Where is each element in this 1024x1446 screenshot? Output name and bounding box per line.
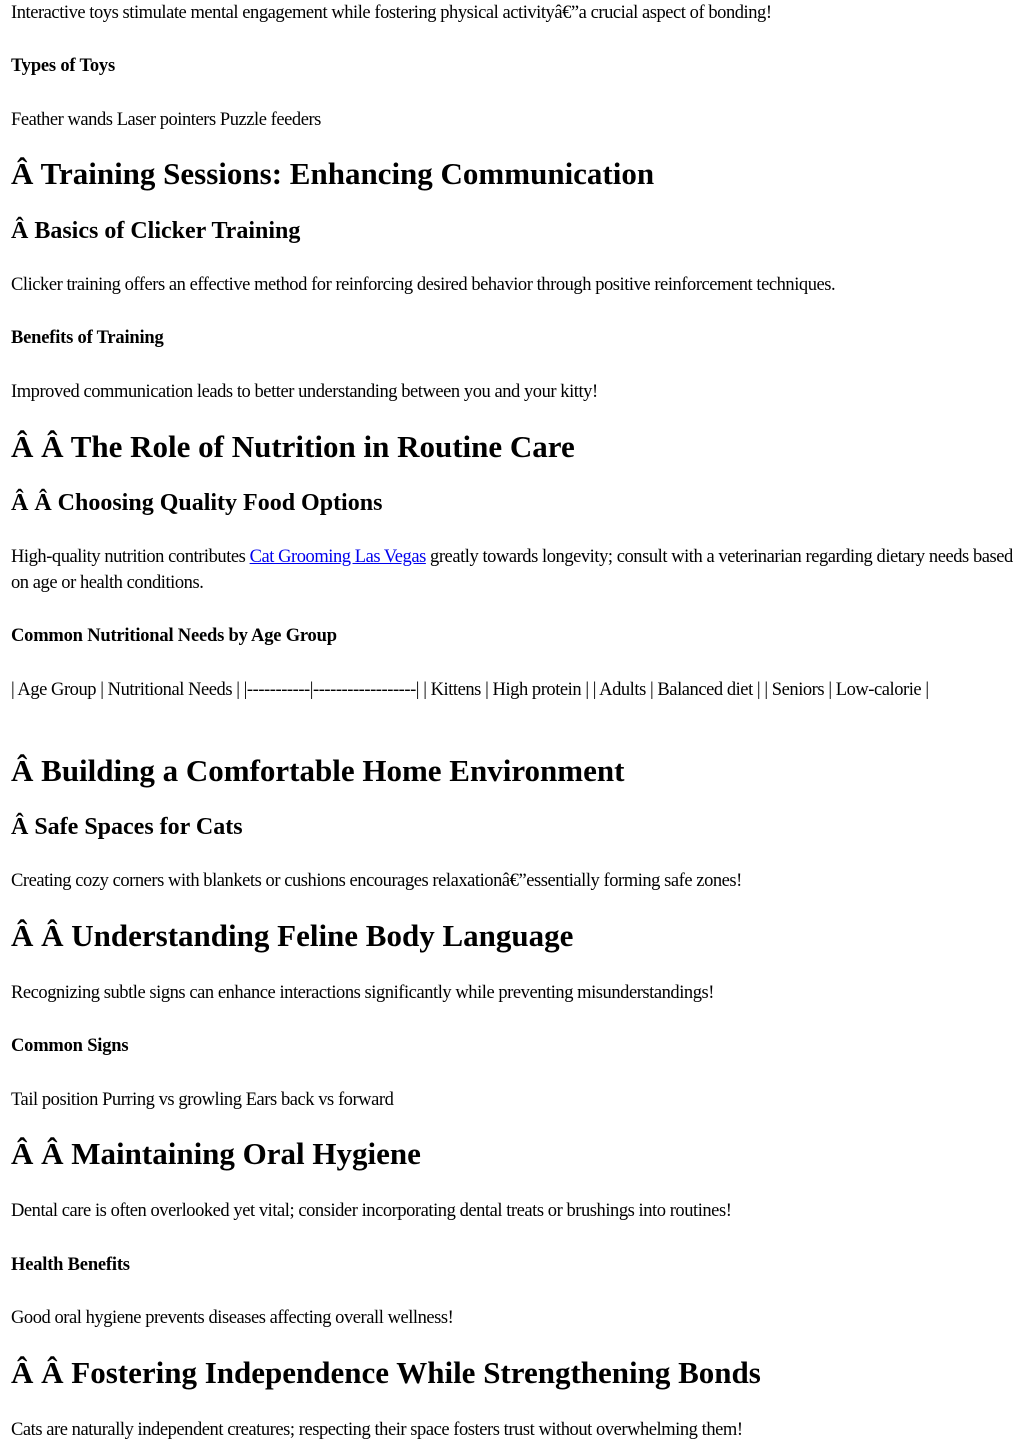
cat-grooming-las-vegas-link[interactable]: Cat Grooming Las Vegas [249, 547, 426, 567]
food-options-heading: Â Â Choosing Quality Food Options [11, 490, 383, 516]
independence-paragraph: Cats are naturally independent creatures; respecting their space fosters trust without overwhelming them! [11, 1420, 743, 1440]
oral-hygiene-paragraph: Dental care is often overlooked yet vital; consider incorporating dental treats or brushings into routines! [11, 1201, 732, 1221]
toys-list-text: Feather wands Laser pointers Puzzle feeders [11, 110, 321, 130]
clicker-training-heading: Â Basics of Clicker Training [11, 218, 301, 244]
health-benefits-paragraph: Good oral hygiene prevents diseases affecting overall wellness! [11, 1308, 454, 1328]
nutrition-text-after-link: greatly towards longevity; consult with a veterinarian regarding dietary needs based on age or health conditions. [11, 547, 1013, 593]
clicker-training-paragraph: Clicker training offers an effective method for reinforcing desired behavior through positive reinforcement techniques. [11, 275, 836, 295]
nutritional-needs-table-text: | Age Group | Nutritional Needs | |-----------|------------------| | Kittens | High protein | | Adults | Balanced diet | | Seniors | Low-calorie | [11, 680, 929, 700]
body-language-heading: Â Â Understanding Feline Body Language [11, 918, 574, 953]
intro-paragraph: Interactive toys stimulate mental engagement while fostering physical activityâ€”a crucial aspect of bonding! [11, 3, 772, 23]
common-signs-text: Tail position Purring vs growling Ears back vs forward [11, 1090, 394, 1110]
oral-hygiene-heading: Â Â Maintaining Oral Hygiene [11, 1136, 421, 1171]
safe-spaces-paragraph: Creating cozy corners with blankets or cushions encourages relaxationâ€”essentially forming safe zones! [11, 871, 742, 891]
nutrition-text-before-link: High-quality nutrition contributes [11, 547, 250, 567]
toys-heading: Types of Toys [11, 56, 115, 76]
training-heading: Â Training Sessions: Enhancing Communication [11, 156, 655, 191]
health-benefits-heading: Health Benefits [11, 1255, 130, 1275]
training-benefits-heading: Benefits of Training [11, 328, 164, 348]
nutrition-paragraph [11, 544, 1013, 596]
home-environment-heading: Â Building a Comfortable Home Environment [11, 753, 625, 788]
independence-heading: Â Â Fostering Independence While Strengthening Bonds [11, 1355, 761, 1390]
training-benefits-paragraph: Improved communication leads to better understanding between you and your kitty! [11, 382, 598, 402]
common-signs-heading: Common Signs [11, 1036, 129, 1056]
nutritional-needs-heading: Common Nutritional Needs by Age Group [11, 626, 337, 646]
safe-spaces-heading: Â Safe Spaces for Cats [11, 814, 243, 840]
nutrition-heading: Â Â The Role of Nutrition in Routine Care [11, 429, 575, 464]
body-language-paragraph: Recognizing subtle signs can enhance interactions significantly while preventing misunderstandings! [11, 983, 714, 1003]
